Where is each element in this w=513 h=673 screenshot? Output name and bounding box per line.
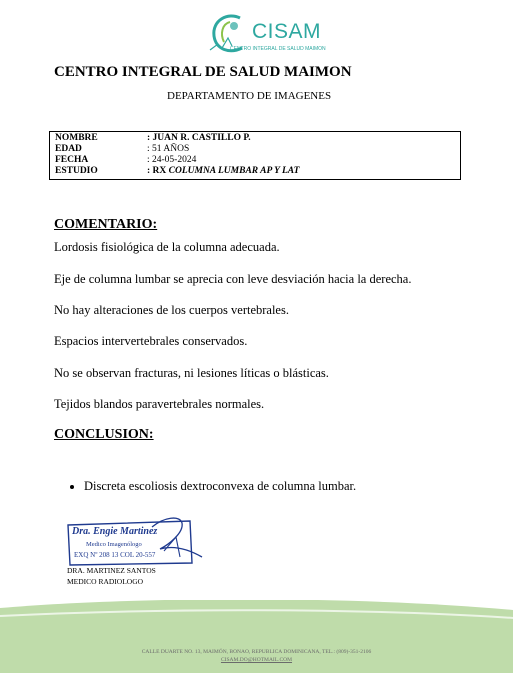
conclusion-title: CONCLUSION:: [54, 427, 154, 442]
study-label: ESTUDIO: [55, 166, 98, 176]
patient-info-box: [49, 131, 461, 180]
bullet-icon: [70, 485, 74, 489]
conclusion-item: Discreta escoliosis dextroconvexa de columna lumbar.: [84, 479, 357, 493]
footer-address: CALLE DUARTE NO. 13, MAIMÓN, BONAO, REPUBLICA DOMINICANA, TEL.: (809)-351-2106: [141, 649, 372, 655]
age-value: : 51 AÑOS: [147, 144, 190, 154]
date-label: FECHA: [55, 155, 89, 165]
study-value-wrap: [147, 166, 299, 176]
signature-title: MEDICO RADIOLOGO: [67, 577, 144, 586]
comment-line: No hay alteraciones de los cuerpos vertebrales.: [54, 303, 289, 317]
stamp-exequatur: EXQ Nº 208 13 COL 20-557: [74, 551, 156, 559]
study-value: COLUMNA LUMBAR AP Y LAT: [168, 166, 300, 176]
comment-line: Espacios intervertebrales conservados.: [54, 334, 248, 348]
footer-email[interactable]: CISAM.DO@HOTMAIL.COM: [220, 657, 293, 663]
study-prefix: : RX: [147, 166, 169, 176]
comment-title: COMENTARIO:: [54, 217, 158, 232]
stamp-role: Medico Imagenólogo: [86, 541, 142, 548]
stamp-name: Dra. Engie Martinez: [72, 526, 158, 537]
comment-line: Lordosis fisiológica de la columna adecuada.: [54, 240, 280, 254]
logo-subtitle: CENTRO INTEGRAL DE SALUD MAIMON: [230, 46, 326, 52]
date-value: : 24-05-2024: [147, 155, 197, 165]
age-label: EDAD: [55, 144, 82, 154]
comment-line: Tejidos blandos paravertebrales normales.: [54, 397, 265, 411]
name-label: NOMBRE: [55, 133, 98, 143]
signature-name: DRA. MARTINEZ SANTOS: [67, 566, 156, 575]
center-name: CENTRO INTEGRAL DE SALUD MAIMON: [54, 64, 352, 80]
department-title: DEPARTAMENTO DE IMAGENES: [167, 90, 332, 102]
logo-name: CISAM: [252, 20, 322, 43]
name-value: : JUAN R. CASTILLO P.: [147, 133, 251, 143]
comment-line: Eje de columna lumbar se aprecia con leve desviación hacia la derecha.: [54, 272, 412, 286]
doctor-stamp: [64, 515, 209, 570]
comment-line: No se observan fracturas, ni lesiones líticas o blásticas.: [54, 366, 329, 380]
cisam-logo: [200, 12, 330, 58]
